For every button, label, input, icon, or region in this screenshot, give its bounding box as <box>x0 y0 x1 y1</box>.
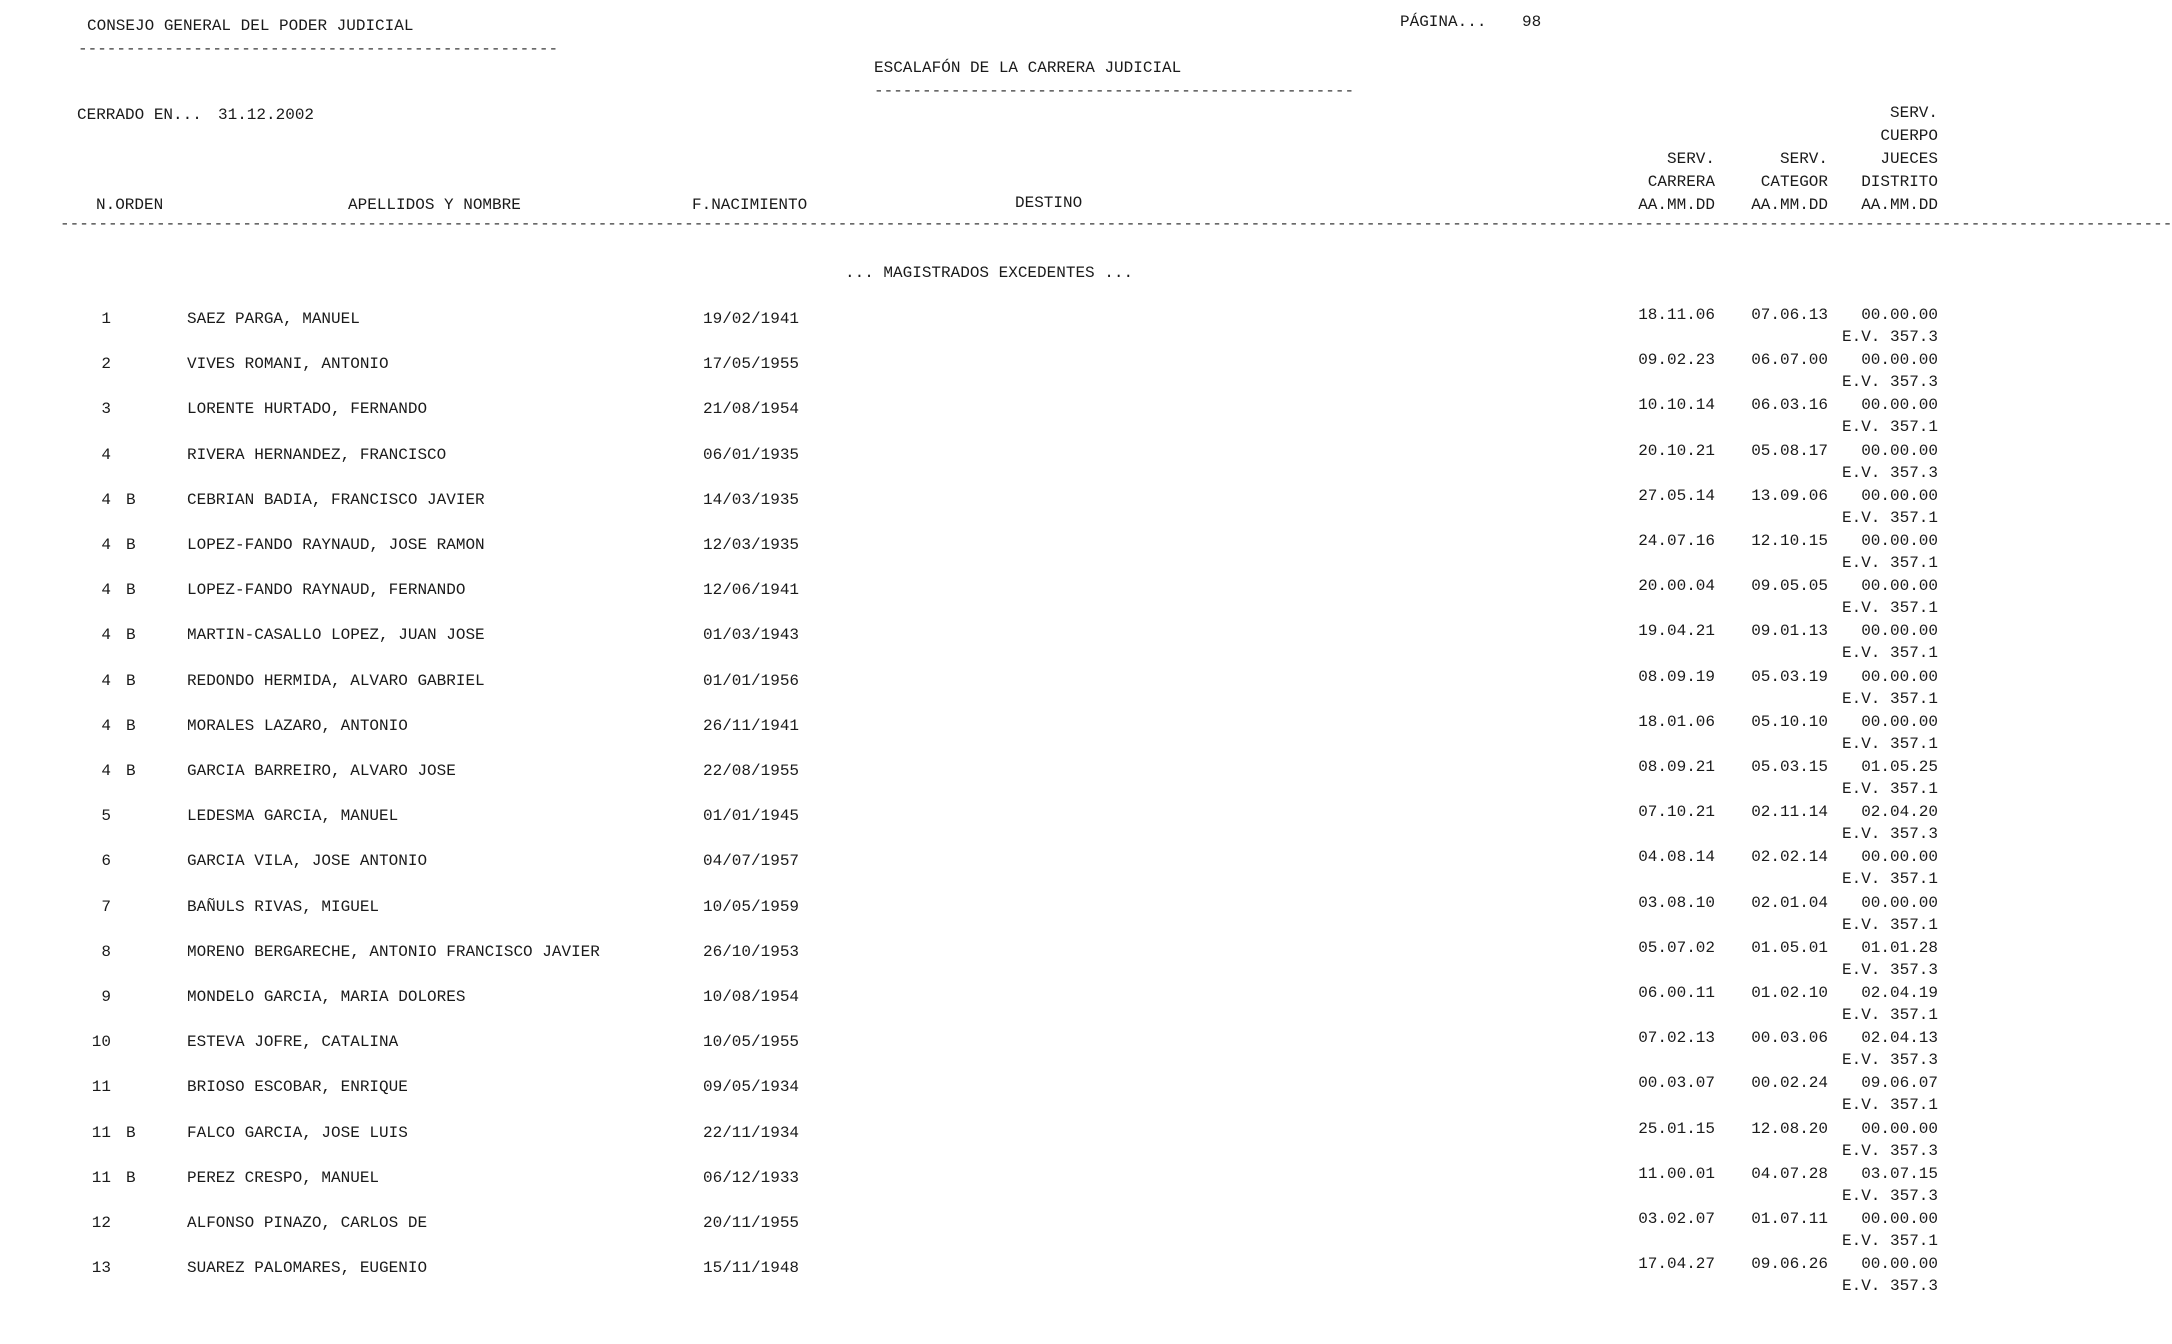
order-number: 11 <box>91 1168 111 1187</box>
legal-article-note: E.V. 357.1 <box>1841 780 1938 798</box>
full-name: REDONDO HERMIDA, ALVARO GABRIEL <box>187 671 485 690</box>
serv-carrera: 20.00.04 <box>1638 577 1715 596</box>
full-name: MONDELO GARCIA, MARIA DOLORES <box>187 988 466 1006</box>
full-name: PEREZ CRESPO, MANUEL <box>187 1168 380 1187</box>
order-number: 6 <box>101 852 111 871</box>
legal-article-note: E.V. 357.1 <box>1841 418 1938 437</box>
serv-jueces: 09.06.07 <box>1861 1074 1938 1093</box>
serv-categor: 01.07.11 <box>1751 1210 1828 1228</box>
birth-date: 20/11/1955 <box>703 1214 800 1232</box>
legal-article-note: E.V. 357.1 <box>1841 870 1938 889</box>
order-suffix: B <box>126 581 136 600</box>
serv-jueces: 00.00.00 <box>1861 848 1938 867</box>
birth-date: 12/06/1941 <box>703 581 800 600</box>
serv-categor: 01.05.01 <box>1751 938 1828 957</box>
order-number: 3 <box>101 400 111 419</box>
birth-date: 21/08/1954 <box>703 400 800 419</box>
order-number: 5 <box>101 807 111 826</box>
serv-jueces: 02.04.19 <box>1861 984 1938 1002</box>
serv-carrera: 10.10.14 <box>1638 396 1715 415</box>
order-number: 12 <box>91 1214 111 1232</box>
serv-categor: 06.07.00 <box>1751 351 1828 370</box>
legal-article-note: E.V. 357.1 <box>1841 915 1938 934</box>
birth-date: 14/03/1935 <box>703 490 800 509</box>
full-name: LEDESMA GARCIA, MANUEL <box>187 807 399 826</box>
header-divider: ---------------------------------------------------------------------------------------------------------------------------------------------------------------------------------------------------------------------------- <box>60 215 2172 233</box>
order-number: 4 <box>101 445 111 464</box>
serv-categor: 00.02.24 <box>1751 1074 1828 1093</box>
birth-date: 01/03/1943 <box>703 626 800 645</box>
birth-date: 01/01/1945 <box>703 807 800 826</box>
serv-jueces: 00.00.00 <box>1861 486 1938 505</box>
serv-categor: 02.01.04 <box>1751 893 1828 912</box>
serv-categor: 07.06.13 <box>1751 306 1828 324</box>
serv-jueces: 00.00.00 <box>1861 1119 1938 1138</box>
column-header-nacimiento: F.NACIMIENTO <box>692 196 808 214</box>
full-name: LOPEZ-FANDO RAYNAUD, JOSE RAMON <box>187 536 485 554</box>
serv-jueces: 02.04.13 <box>1861 1029 1938 1048</box>
birth-date: 10/08/1954 <box>703 988 800 1006</box>
serv-carrera: 07.10.21 <box>1638 803 1715 822</box>
order-suffix: B <box>126 671 136 690</box>
order-number: 11 <box>91 1078 111 1097</box>
full-name: CEBRIAN BADIA, FRANCISCO JAVIER <box>187 490 485 509</box>
serv-jueces: 00.00.00 <box>1861 351 1938 370</box>
birth-date: 06/12/1933 <box>703 1168 800 1187</box>
order-number: 8 <box>101 942 111 961</box>
serv-carrera: 18.11.06 <box>1638 306 1715 324</box>
legal-article-note: E.V. 357.3 <box>1841 463 1938 482</box>
full-name: SUAREZ PALOMARES, EUGENIO <box>187 1259 428 1278</box>
serv-jueces: 00.00.00 <box>1861 532 1938 550</box>
order-suffix: B <box>126 762 136 780</box>
legal-article-note: E.V. 357.3 <box>1841 1051 1938 1070</box>
serv-categor: 05.03.15 <box>1751 758 1828 776</box>
order-number: 13 <box>91 1259 111 1278</box>
serv-jueces: 01.05.25 <box>1861 758 1938 776</box>
birth-date: 12/03/1935 <box>703 536 800 554</box>
serv-carrera: 04.08.14 <box>1638 848 1715 867</box>
serv-jueces: 00.00.00 <box>1861 396 1938 415</box>
column-header-serv-carrera: CARRERA <box>1647 173 1715 191</box>
legal-article-note: E.V. 357.1 <box>1841 689 1938 708</box>
serv-carrera: 08.09.19 <box>1638 667 1715 686</box>
serv-categor: 05.03.19 <box>1751 667 1828 686</box>
full-name: BRIOSO ESCOBAR, ENRIQUE <box>187 1078 408 1097</box>
serv-categor: 05.08.17 <box>1751 441 1828 460</box>
serv-jueces: 00.00.00 <box>1861 306 1938 324</box>
section-title: ... MAGISTRADOS EXCEDENTES ... <box>845 264 1134 282</box>
order-suffix: B <box>126 490 136 509</box>
order-suffix: B <box>126 536 136 554</box>
serv-jueces: 00.00.00 <box>1861 667 1938 686</box>
column-header-serv-categor: AA.MM.DD <box>1751 196 1828 214</box>
serv-categor: 02.11.14 <box>1751 803 1828 822</box>
legal-article-note: E.V. 357.3 <box>1841 1141 1938 1160</box>
serv-carrera: 18.01.06 <box>1638 712 1715 731</box>
birth-date: 19/02/1941 <box>703 310 800 328</box>
legal-article-note: E.V. 357.1 <box>1841 734 1938 753</box>
serv-carrera: 20.10.21 <box>1638 441 1715 460</box>
serv-categor: 02.02.14 <box>1751 848 1828 867</box>
serv-categor: 05.10.10 <box>1751 712 1828 731</box>
birth-date: 26/11/1941 <box>703 716 800 735</box>
serv-categor: 06.03.16 <box>1751 396 1828 415</box>
legal-article-note: E.V. 357.1 <box>1841 1096 1938 1115</box>
legal-article-note: E.V. 357.3 <box>1841 825 1938 844</box>
order-suffix: B <box>126 1123 136 1142</box>
serv-jueces: 00.00.00 <box>1861 712 1938 731</box>
legal-article-note: E.V. 357.3 <box>1841 960 1938 979</box>
title-underline: -------------------------------------------------- <box>874 82 1355 100</box>
order-number: 4 <box>101 762 111 780</box>
closed-label: CERRADO EN... <box>77 106 202 124</box>
birth-date: 01/01/1956 <box>703 671 800 690</box>
full-name: MORALES LAZARO, ANTONIO <box>187 716 408 735</box>
page-number: 98 <box>1522 13 1542 31</box>
legal-article-note: E.V. 357.3 <box>1841 1277 1938 1296</box>
full-name: ESTEVA JOFRE, CATALINA <box>187 1033 399 1052</box>
column-header-destino: DESTINO <box>1015 194 1083 212</box>
serv-carrera: 19.04.21 <box>1638 622 1715 641</box>
column-header-serv-jueces: AA.MM.DD <box>1861 196 1938 214</box>
serv-carrera: 06.00.11 <box>1638 984 1715 1002</box>
serv-categor: 00.03.06 <box>1751 1029 1828 1048</box>
order-number: 10 <box>91 1033 111 1052</box>
column-header-serv-carrera: AA.MM.DD <box>1638 196 1715 214</box>
order-number: 9 <box>101 988 111 1006</box>
serv-categor: 12.10.15 <box>1751 532 1828 550</box>
serv-carrera: 27.05.14 <box>1638 486 1715 505</box>
serv-jueces: 00.00.00 <box>1861 1255 1938 1274</box>
birth-date: 22/08/1955 <box>703 762 800 780</box>
serv-jueces: 02.04.20 <box>1861 803 1938 822</box>
birth-date: 26/10/1953 <box>703 942 800 961</box>
serv-carrera: 03.02.07 <box>1638 1210 1715 1228</box>
column-header-serv-categor: SERV. <box>1779 150 1828 168</box>
column-header-serv-jueces: DISTRITO <box>1861 173 1938 191</box>
order-number: 4 <box>101 671 111 690</box>
order-number: 4 <box>101 581 111 600</box>
serv-carrera: 25.01.15 <box>1638 1119 1715 1138</box>
full-name: LOPEZ-FANDO RAYNAUD, FERNANDO <box>187 581 466 600</box>
column-header-serv-jueces: CUERPO <box>1880 127 1938 145</box>
legal-article-note: E.V. 357.3 <box>1841 328 1938 346</box>
serv-jueces: 03.07.15 <box>1861 1164 1938 1183</box>
full-name: FALCO GARCIA, JOSE LUIS <box>187 1123 408 1142</box>
column-header-serv-jueces: SERV. <box>1889 104 1938 122</box>
birth-date: 15/11/1948 <box>703 1259 800 1278</box>
serv-categor: 12.08.20 <box>1751 1119 1828 1138</box>
serv-carrera: 08.09.21 <box>1638 758 1715 776</box>
full-name: SAEZ PARGA, MANUEL <box>187 310 360 328</box>
serv-carrera: 11.00.01 <box>1638 1164 1715 1183</box>
serv-categor: 13.09.06 <box>1751 486 1828 505</box>
serv-carrera: 00.03.07 <box>1638 1074 1715 1093</box>
page-label: PÁGINA... <box>1400 13 1487 31</box>
order-number: 1 <box>101 310 111 328</box>
birth-date: 09/05/1934 <box>703 1078 800 1097</box>
birth-date: 17/05/1955 <box>703 355 800 374</box>
full-name: LORENTE HURTADO, FERNANDO <box>187 400 428 419</box>
birth-date: 04/07/1957 <box>703 852 800 871</box>
underline-divider: -------------------------------------------------- <box>78 40 559 58</box>
legal-article-note: E.V. 357.1 <box>1841 644 1938 663</box>
order-suffix: B <box>126 716 136 735</box>
full-name: VIVES ROMANI, ANTONIO <box>187 355 389 374</box>
serv-carrera: 03.08.10 <box>1638 893 1715 912</box>
legal-article-note: E.V. 357.1 <box>1841 554 1938 572</box>
serv-carrera: 09.02.23 <box>1638 351 1715 370</box>
order-number: 4 <box>101 490 111 509</box>
full-name: MARTIN-CASALLO LOPEZ, JUAN JOSE <box>187 626 485 645</box>
serv-jueces: 00.00.00 <box>1861 622 1938 641</box>
birth-date: 10/05/1959 <box>703 897 800 916</box>
serv-carrera: 05.07.02 <box>1638 938 1715 957</box>
order-number: 7 <box>101 897 111 916</box>
serv-categor: 01.02.10 <box>1751 984 1828 1002</box>
full-name: ALFONSO PINAZO, CARLOS DE <box>187 1214 428 1232</box>
legal-article-note: E.V. 357.3 <box>1841 1186 1938 1205</box>
birth-date: 10/05/1955 <box>703 1033 800 1052</box>
column-header-serv-categor: CATEGOR <box>1760 173 1828 191</box>
institution-name: CONSEJO GENERAL DEL PODER JUDICIAL <box>87 17 414 35</box>
order-number: 4 <box>101 626 111 645</box>
full-name: GARCIA VILA, JOSE ANTONIO <box>187 852 428 871</box>
serv-jueces: 01.01.28 <box>1861 938 1938 957</box>
serv-jueces: 00.00.00 <box>1861 893 1938 912</box>
full-name: MORENO BERGARECHE, ANTONIO FRANCISCO JAVIER <box>187 942 600 961</box>
serv-carrera: 07.02.13 <box>1638 1029 1715 1048</box>
full-name: RIVERA HERNANDEZ, FRANCISCO <box>187 445 447 464</box>
birth-date: 22/11/1934 <box>703 1123 800 1142</box>
order-suffix: B <box>126 1168 136 1187</box>
serv-jueces: 00.00.00 <box>1861 1210 1938 1228</box>
full-name: BAÑULS RIVAS, MIGUEL <box>187 897 380 916</box>
serv-categor: 09.01.13 <box>1751 622 1828 641</box>
birth-date: 06/01/1935 <box>703 445 800 464</box>
column-header-apellidos: APELLIDOS Y NOMBRE <box>348 196 521 214</box>
order-number: 11 <box>91 1123 111 1142</box>
serv-carrera: 17.04.27 <box>1638 1255 1715 1274</box>
serv-categor: 09.05.05 <box>1751 577 1828 596</box>
column-header-n-orden: N.ORDEN <box>96 196 164 214</box>
serv-categor: 04.07.28 <box>1751 1164 1828 1183</box>
column-header-serv-carrera: SERV. <box>1666 150 1715 168</box>
legal-article-note: E.V. 357.3 <box>1841 373 1938 392</box>
order-number: 4 <box>101 716 111 735</box>
serv-jueces: 00.00.00 <box>1861 577 1938 596</box>
order-suffix: B <box>126 626 136 645</box>
legal-article-note: E.V. 357.1 <box>1841 1006 1938 1024</box>
serv-carrera: 24.07.16 <box>1638 532 1715 550</box>
serv-jueces: 00.00.00 <box>1861 441 1938 460</box>
serv-categor: 09.06.26 <box>1751 1255 1828 1274</box>
order-number: 4 <box>101 536 111 554</box>
order-number: 2 <box>101 355 111 374</box>
report-title: ESCALAFÓN DE LA CARRERA JUDICIAL <box>874 59 1182 77</box>
column-header-serv-jueces: JUECES <box>1880 150 1938 168</box>
legal-article-note: E.V. 357.1 <box>1841 1232 1938 1250</box>
legal-article-note: E.V. 357.1 <box>1841 599 1938 618</box>
full-name: GARCIA BARREIRO, ALVARO JOSE <box>187 762 456 780</box>
closed-date: 31.12.2002 <box>218 106 315 124</box>
legal-article-note: E.V. 357.1 <box>1841 508 1938 527</box>
